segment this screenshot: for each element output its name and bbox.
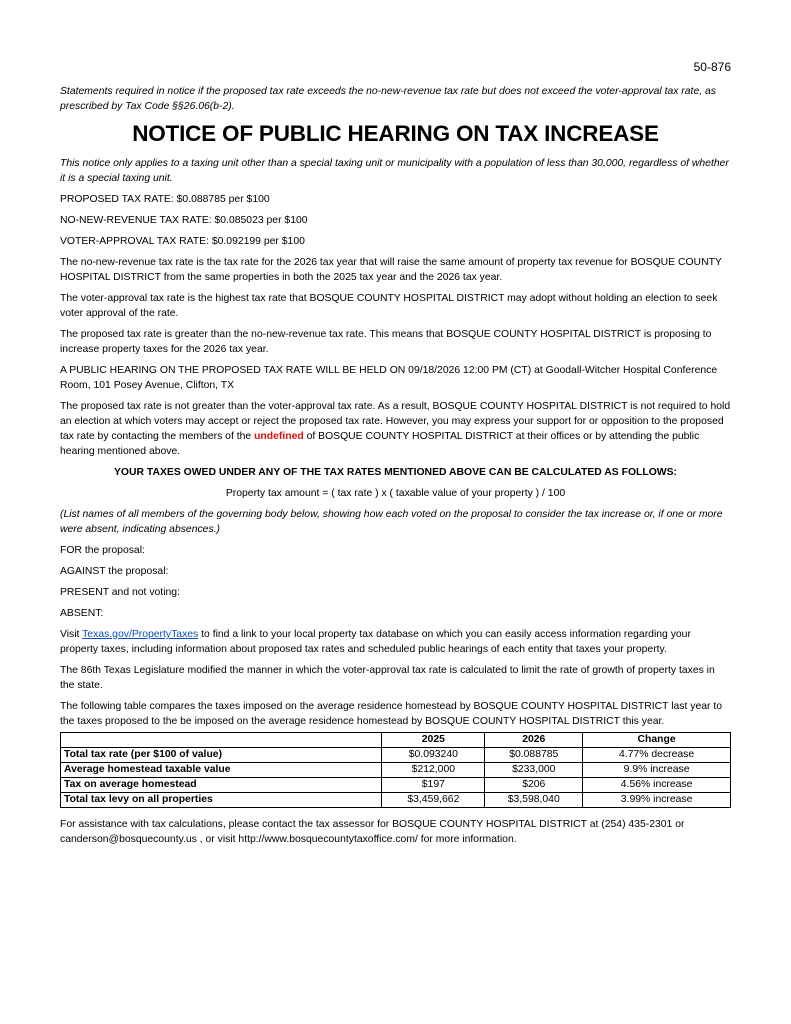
row-label: Tax on average homestead xyxy=(61,778,382,793)
table-intro: The following table compares the taxes imposed on the average residence homestead by BOSQUE COUNTY HOSPITAL DISTRICT last year to the taxes proposed to the be imposed on the average residence homestead by BOSQUE COUNTY HOSPITAL DISTRICT this year. xyxy=(60,701,723,727)
not-greater-than-var-statement xyxy=(60,399,731,459)
table-row xyxy=(61,778,731,793)
proposed-rate: PROPOSED TAX RATE: $0.088785 per $100 xyxy=(60,194,270,205)
cell-2025: $0.093240 xyxy=(382,748,485,763)
table-row xyxy=(61,748,731,763)
notice-title: NOTICE OF PUBLIC HEARING ON TAX INCREASE xyxy=(132,121,659,146)
cell-change: 4.77% decrease xyxy=(583,748,731,763)
visit-text: to find a link to your local property tax database on which you can easily access information regarding your property taxes, including information about proposed tax rates and scheduled public hearings of each entity that taxes your property. xyxy=(60,629,691,655)
cell-2025: $3,459,662 xyxy=(382,793,485,808)
table-header xyxy=(61,733,382,748)
cell-2025: $197 xyxy=(382,778,485,793)
voter-approval-rate: VOTER-APPROVAL TAX RATE: $0.092199 per $100 xyxy=(60,236,305,247)
cell-change: 9.9% increase xyxy=(583,763,731,778)
applicability-note: This notice only applies to a taxing unit other than a special taxing unit or municipality with a population of less than 30,000, regardless of whether it is a special taxing unit. xyxy=(60,158,729,184)
cell-2026: $0.088785 xyxy=(485,748,583,763)
tax-formula: Property tax amount = ( tax rate ) x ( taxable value of your property ) / 100 xyxy=(225,488,566,499)
row-label: Average homestead taxable value xyxy=(61,763,382,778)
table-row xyxy=(61,793,731,808)
cell-change: 4.56% increase xyxy=(583,778,731,793)
notice-body xyxy=(60,156,731,853)
statement-text: of BOSQUE COUNTY HOSPITAL DISTRICT at their offices or by attending the public hearing mentioned above. xyxy=(60,431,700,457)
statement-text: The proposed tax rate is not greater than the voter-approval tax rate. As a result, BOSQUE COUNTY HOSPITAL DISTRICT is not required to hold an election at which voters may accept or reject the proposed tax rate. However, you may express your support for or opposition to the proposed tax rate by contacting the members of the xyxy=(60,401,731,442)
assistance-statement: For assistance with tax calculations, please contact the tax assessor for BOSQUE COUNTY HOSPITAL DISTRICT at (254) 435-2301 or canderson@bosquecounty.us , or visit http://www.bosquecountytaxoffice.com/ for more information. xyxy=(60,819,685,845)
var-explanation: The voter-approval tax rate is the highest tax rate that BOSQUE COUNTY HOSPITAL DISTRICT may adopt without holding an election to seek voter approval of the rate. xyxy=(60,293,718,319)
visit-statement xyxy=(60,627,731,657)
taxes-owed-heading: YOUR TAXES OWED UNDER ANY OF THE TAX RATES MENTIONED ABOVE CAN BE CALCULATED AS FOLLOWS: xyxy=(113,467,678,478)
table-header: Change xyxy=(583,733,731,748)
cell-2026: $3,598,040 xyxy=(485,793,583,808)
legislature-statement: The 86th Texas Legislature modified the manner in which the voter-approval tax rate is calculated to limit the rate of growth of property taxes in the state. xyxy=(60,665,715,691)
vote-against: AGAINST the proposal: xyxy=(60,566,169,577)
tax-comparison-table xyxy=(60,732,731,808)
cell-2025: $212,000 xyxy=(382,763,485,778)
list-instruction: (List names of all members of the governing body below, showing how each voted on the proposal to consider the tax increase or, if one or more were absent, indicating absences.) xyxy=(60,509,723,535)
visit-text: Visit xyxy=(60,629,83,640)
row-label: Total tax levy on all properties xyxy=(61,793,382,808)
vote-present: PRESENT and not voting: xyxy=(60,587,180,598)
table-header: 2025 xyxy=(382,733,485,748)
cell-2026: $206 xyxy=(485,778,583,793)
form-number: 50-876 xyxy=(693,60,731,74)
vote-for: FOR the proposal: xyxy=(60,545,145,556)
row-label: Total tax rate (per $100 of value) xyxy=(61,748,382,763)
governing-body-placeholder: undefined xyxy=(254,431,304,442)
cell-change: 3.99% increase xyxy=(583,793,731,808)
table-row xyxy=(61,763,731,778)
nnr-explanation: The no-new-revenue tax rate is the tax rate for the 2026 tax year that will raise the same amount of property tax revenue for BOSQUE COUNTY HOSPITAL DISTRICT from the same properties in both the 2025 tax year and the 2026 tax year. xyxy=(60,257,722,283)
cell-2026: $233,000 xyxy=(485,763,583,778)
table-header-row xyxy=(61,733,731,748)
table-header: 2026 xyxy=(485,733,583,748)
intro-statement: Statements required in notice if the proposed tax rate exceeds the no-new-revenue tax rate but does not exceed the voter-approval tax rate, as prescribed by Tax Code §§26.06(b-2). xyxy=(60,86,716,112)
property-taxes-link[interactable]: Texas.gov/PropertyTaxes xyxy=(82,629,199,640)
no-new-revenue-rate: NO-NEW-REVENUE TAX RATE: $0.085023 per $100 xyxy=(60,215,308,226)
greater-than-nnr-statement: The proposed tax rate is greater than the no-new-revenue tax rate. This means that BOSQUE COUNTY HOSPITAL DISTRICT is proposing to increase property taxes for the 2026 tax year. xyxy=(60,329,712,355)
public-hearing-notice: A PUBLIC HEARING ON THE PROPOSED TAX RATE WILL BE HELD ON 09/18/2026 12:00 PM (CT) at Goodall-Witcher Hospital Conference Room, 101 Posey Avenue, Clifton, TX xyxy=(60,365,718,391)
vote-absent: ABSENT: xyxy=(60,608,104,619)
